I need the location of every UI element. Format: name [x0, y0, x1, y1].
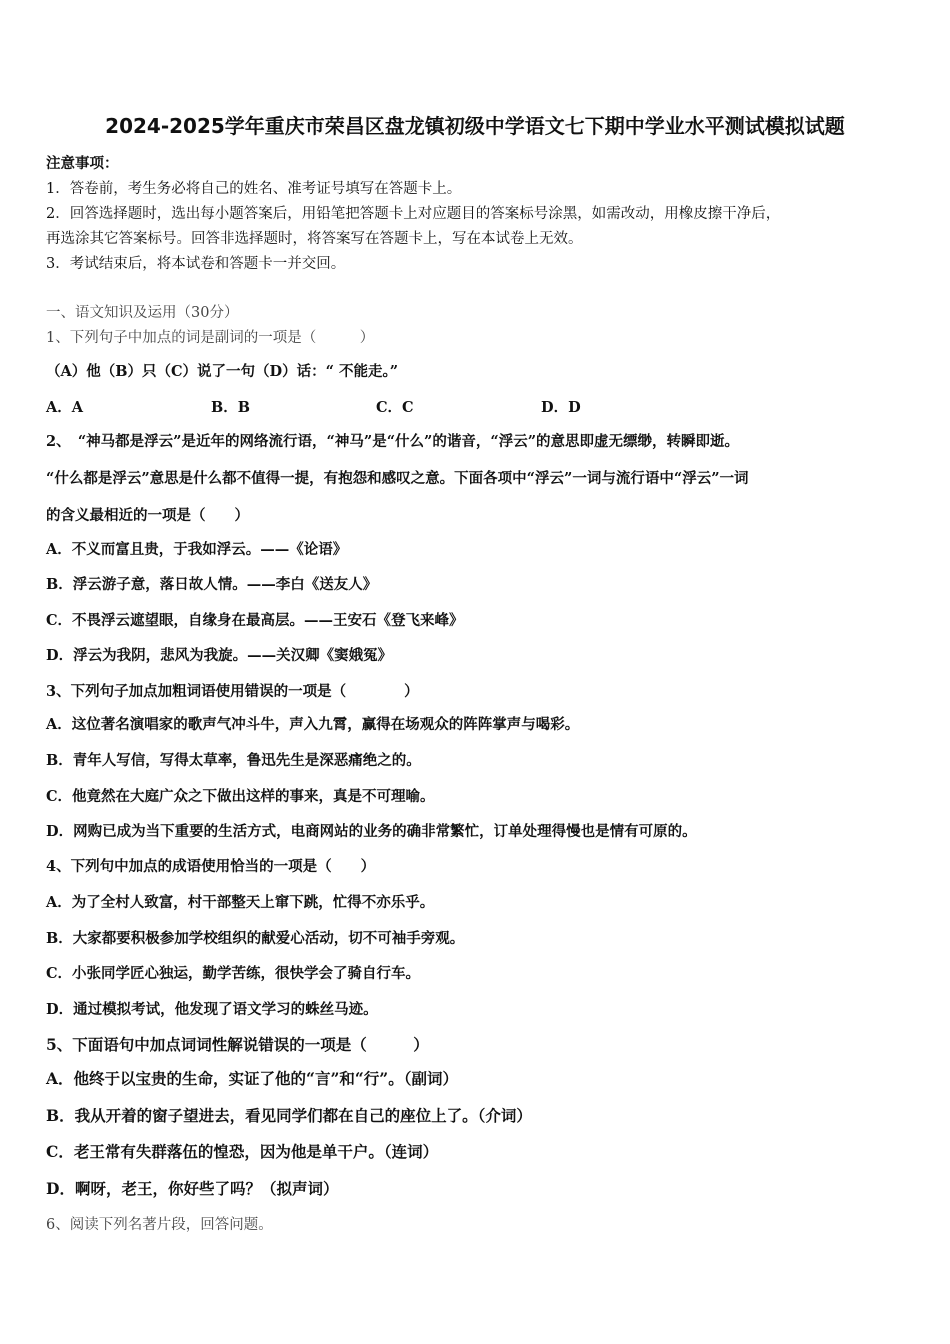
- option-d: D．D: [541, 399, 581, 416]
- notice-item: 2．回答选择题时，选出每小题答案后，用铅笔把答题卡上对应题目的答案标号涂黑，如需改动，用橡皮擦干净后，: [46, 206, 781, 222]
- notice-item: 3．考试结束后，将本试卷和答题卡一并交回。: [46, 256, 346, 272]
- question-5-option-c: C．老王常有失群落伍的惶恐，因为他是单干户。（连词）: [46, 1142, 439, 1161]
- section-heading: 一、语文知识及运用（30分）: [46, 305, 239, 321]
- question-2-stem: 的含义最相近的一项是（ ）: [46, 507, 249, 524]
- question-3-option-c: C．他竟然在大庭广众之下做出这样的事来，真是不可理喻。: [46, 788, 435, 805]
- question-5-option-b: B．我从开着的窗子望进去，看见同学们都在自己的座位上了。（介词）: [46, 1106, 532, 1125]
- question-3-option-b: B．青年人写信，写得太草率，鲁迅先生是深恶痛绝之的。: [46, 752, 421, 769]
- question-4-option-d: D．通过模拟考试，他发现了语文学习的蛛丝马迹。: [46, 1001, 378, 1018]
- question-3-option-a: A．这位著名演唱家的歌声气冲斗牛，声入九霄，赢得在场观众的阵阵掌声与喝彩。: [46, 716, 580, 733]
- notice-item: 1．答卷前，考生务必将自己的姓名、准考证号填写在答题卡上。: [46, 181, 462, 197]
- question-2-option-d: D．浮云为我阴，悲风为我旋。——关汉卿《窦娥冤》: [46, 647, 393, 664]
- question-5-option-d: D．啊呀，老王，你好些了吗？（拟声词）: [46, 1179, 339, 1198]
- question-2-stem: 2、 “神马都是浮云”是近年的网络流行语，“神马”是“什么”的谐音，“浮云”的意思即虚无缥缈，转瞬即逝。: [46, 433, 740, 450]
- question-5-option-a: A．他终于以宝贵的生命，实证了他的“言”和“行”。（副词）: [46, 1069, 458, 1088]
- question-1-sentence: （A）他（B）只（C）说了一句（D）话：“ 不能走。”: [46, 363, 399, 380]
- question-3-stem: 3、下列句子加点加粗词语使用错误的一项是（ ）: [46, 683, 419, 700]
- question-2-stem: “什么都是浮云”意思是什么都不值得一提，有抱怨和感叹之意。下面各项中“浮云”一词与流行语中“浮云”一词: [46, 470, 749, 487]
- question-2-option-c: C．不畏浮云遮望眼，自缘身在最高层。——王安石《登飞来峰》: [46, 612, 464, 629]
- question-4-option-c: C．小张同学匠心独运，勤学苦练，很快学会了骑自行车。: [46, 965, 421, 982]
- question-1-stem: 1、下列句子中加点的词是副词的一项是（ ）: [46, 330, 375, 346]
- notice-item: 再选涂其它答案标号。回答非选择题时，将答案写在答题卡上，写在本试卷上无效。: [46, 231, 583, 247]
- question-2-option-b: B．浮云游子意，落日故人情。——李白《送友人》: [46, 576, 378, 593]
- question-5-stem: 5、下面语句中加点词词性解说错误的一项是（ ）: [46, 1035, 429, 1054]
- question-4-stem: 4、下列句中加点的成语使用恰当的一项是（ ）: [46, 858, 376, 875]
- question-1-options: [46, 396, 706, 417]
- question-4-option-b: B．大家都要积极参加学校组织的献爱心活动，切不可袖手旁观。: [46, 930, 465, 947]
- question-3-option-d: D．网购已成为当下重要的生活方式，电商网站的业务的确非常繁忙，订单处理得慢也是情有可原的。: [46, 823, 697, 840]
- question-2-option-a: A．不义而富且贵，于我如浮云。——《论语》: [46, 541, 348, 558]
- notice-heading: 注意事项：: [46, 155, 119, 172]
- page-title: 2024-2025学年重庆市荣昌区盘龙镇初级中学语文七下期中学业水平测试模拟试题: [105, 114, 845, 138]
- option-b: B．B: [211, 399, 251, 416]
- question-4-option-a: A．为了全村人致富，村干部整天上窜下跳，忙得不亦乐乎。: [46, 894, 435, 911]
- option-a: A．A: [46, 399, 84, 416]
- option-c: C．C: [376, 399, 414, 416]
- question-6-stem: 6、阅读下列名著片段，回答问题。: [46, 1217, 273, 1233]
